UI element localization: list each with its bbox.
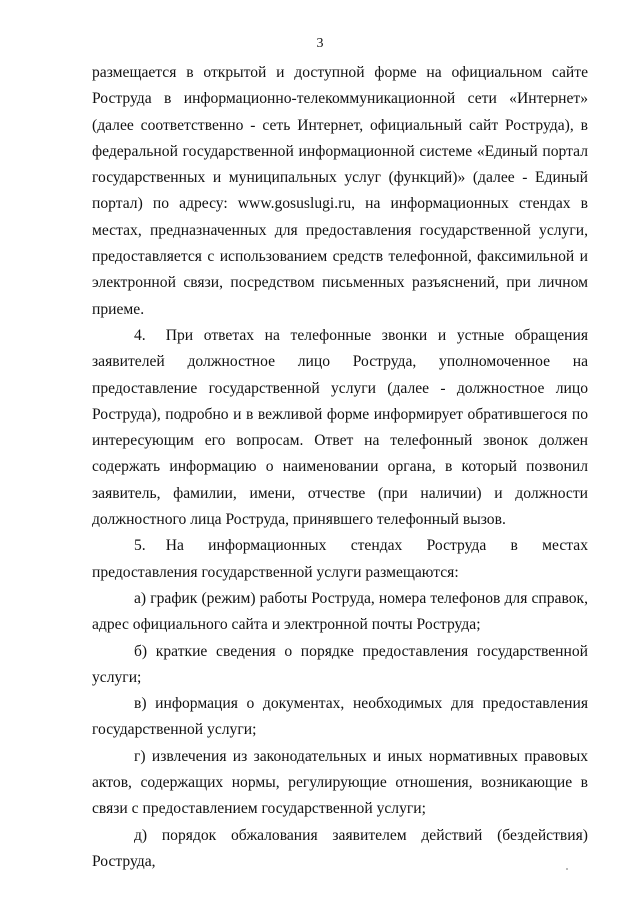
paragraph-number: 5. bbox=[134, 537, 146, 555]
paragraph-text: размещается в открытой и доступной форме на официальном сайте Роструда в информационно-телекоммуникационной сети «Интернет» (далее соответственно - сеть Интернет, официальный сайт Роструда), в федеральной государственной информационной системе «Единый портал государственных и муниципальных услуг (функций)» (далее - Единый портал) по адресу: www.gosuslugi.ru, на информационных стендах в местах, предназначенных для предоставления государственной услуги, предоставляется с использованием средств телефонной, факсимильной и электронной связи, посредством письменных разъяснений, при личном приеме. bbox=[92, 64, 588, 318]
paragraph-continuation bbox=[92, 60, 588, 323]
list-item-text: в) информация о документах, необходимых для предоставления государственной услуги; bbox=[92, 695, 588, 739]
paragraph-5 bbox=[92, 533, 588, 586]
scan-speck bbox=[566, 868, 568, 870]
paragraph-text: На информационных стендах Роструда в местах предоставления государственной услуги размещаются: bbox=[92, 537, 588, 581]
paragraph-text: При ответах на телефонные звонки и устные обращения заявителей должностное лицо Роструда, уполномоченное на предоставление государственной услуги (далее - должностное лицо Роструда), подробно и в вежливой форме информирует обратившегося по интересующим его вопросам. Ответ на телефонный звонок должен содержать информацию о наименовании органа, в который позвонил заявитель, фамилии, имени, отчестве (при наличии) и должности должностного лица Роструда, принявшего телефонный вызов. bbox=[92, 326, 588, 529]
list-item-text: д) порядок обжалования заявителем действий (бездействия) Роструда, bbox=[92, 826, 588, 870]
list-item-text: а) график (режим) работы Роструда, номера телефонов для справок, адрес официального сайта и электронной почты Роструда; bbox=[92, 589, 588, 634]
list-item-a bbox=[92, 586, 588, 639]
list-item-b bbox=[92, 639, 588, 692]
list-item-text: б) краткие сведения о порядке предоставления государственной услуги; bbox=[92, 642, 588, 686]
list-item-text: г) извлечения из законодательных и иных нормативных правовых актов, содержащих нормы, регулирующие отношения, возникающие в связи с предоставлением государственной услуги; bbox=[92, 747, 588, 818]
list-item-v bbox=[92, 691, 588, 744]
list-item-g bbox=[92, 744, 588, 823]
list-item-d bbox=[92, 823, 588, 876]
paragraph-number: 4. bbox=[134, 326, 146, 344]
paragraph-4 bbox=[92, 323, 588, 533]
page-number: 3 bbox=[316, 36, 324, 51]
document-body bbox=[92, 60, 588, 875]
